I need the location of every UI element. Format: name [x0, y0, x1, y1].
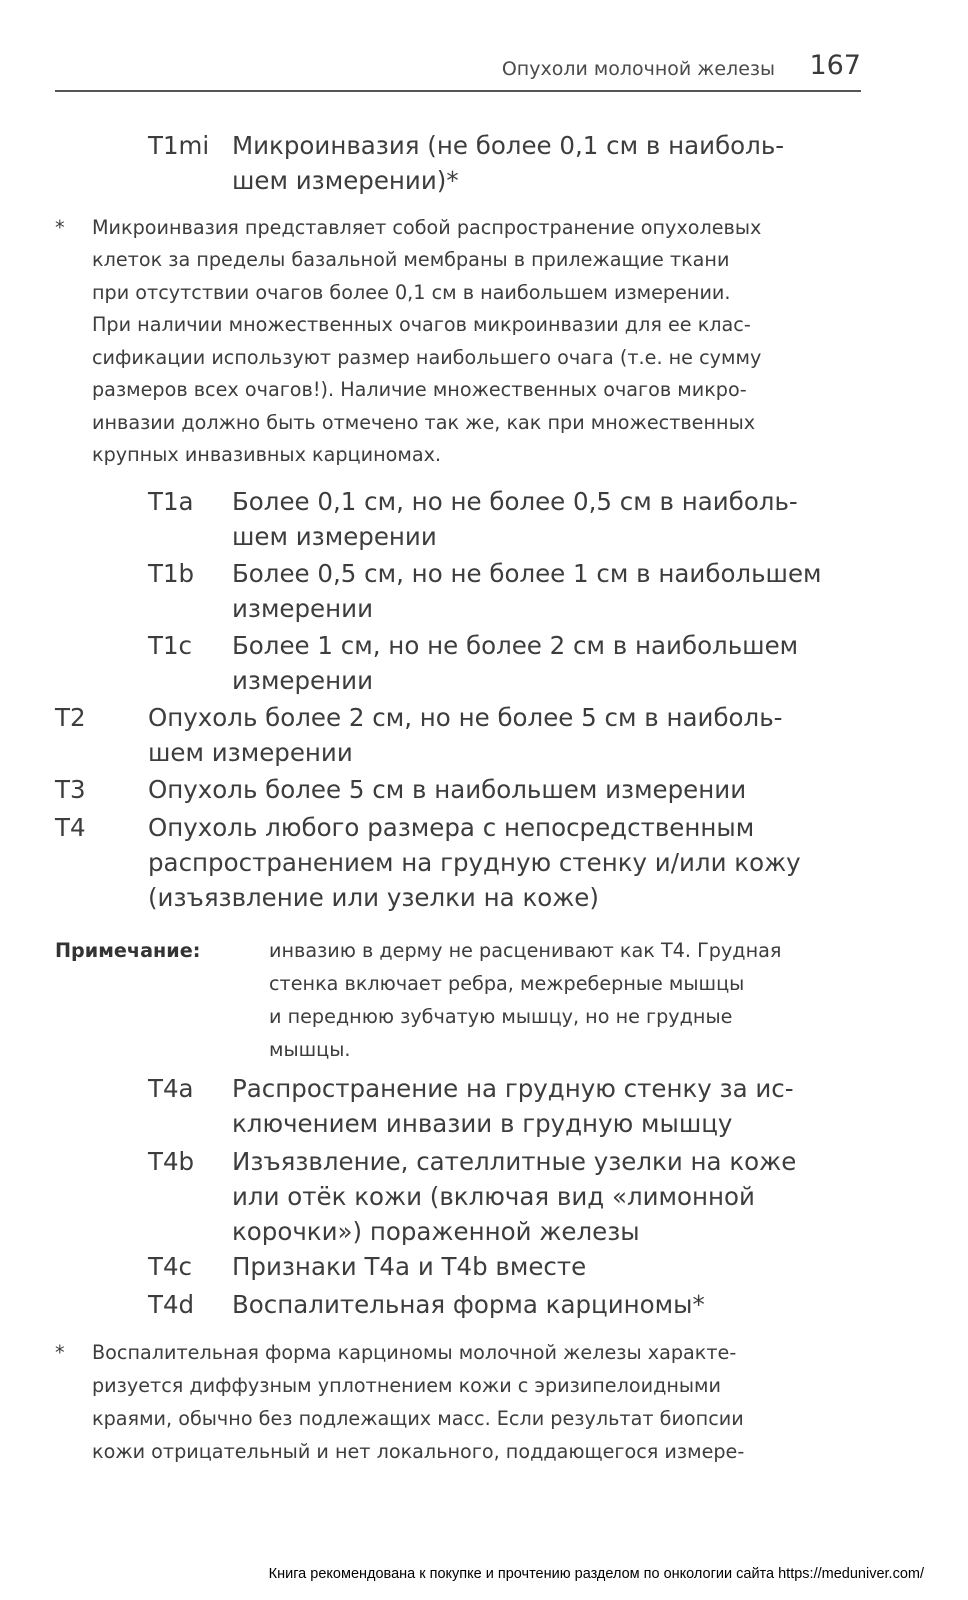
entry-code: T1b — [148, 559, 195, 588]
entry-text-line: Признаки T4a и T4b вместе — [232, 1252, 587, 1281]
entry-text-line: измерении — [232, 594, 373, 623]
footnote-line: Воспалительная форма карциномы молочной железы характе- — [92, 1341, 737, 1364]
entry-code: T4c — [148, 1252, 193, 1281]
entry-code: T1a — [148, 487, 194, 516]
entry-text-line: шем измерении)* — [232, 166, 459, 195]
footnote-line: крупных инвазивных карциномах. — [92, 443, 442, 466]
entry-text-line: ключением инвазии в грудную мышцу — [232, 1109, 733, 1138]
entry-text-line: распространением на грудную стенку и/или кожу — [148, 848, 801, 877]
entry-text-line: Распространение на грудную стенку за ис- — [232, 1074, 794, 1103]
entry-text-line: или отёк кожи (включая вид «лимонной — [232, 1182, 755, 1211]
footnote-line: сификации используют размер наибольшего очага (т.е. не сумму — [92, 346, 762, 369]
entry-text-line: Опухоль более 5 см в наибольшем измерении — [148, 775, 747, 804]
page-number: 167 — [809, 50, 861, 81]
note-line: инвазию в дерму не расценивают как T4. Грудная — [269, 939, 782, 962]
entry-text-line: Изъязвление, сателлитные узелки на коже — [232, 1147, 797, 1176]
entry-code: T1c — [148, 631, 193, 660]
entry-code: T4 — [55, 813, 86, 842]
running-title: Опухоли молочной железы — [501, 58, 775, 80]
note-line: мышцы. — [269, 1038, 351, 1061]
footnote-line: ризуется диффузным уплотнением кожи с эризипелоидными — [92, 1374, 721, 1397]
note-label: Примечание: — [55, 939, 201, 962]
running-head — [55, 46, 861, 92]
entry-code: T1mi — [148, 131, 210, 160]
footnote-line: При наличии множественных очагов микроинвазии для ее клас- — [92, 313, 751, 336]
footnote-asterisk: * — [55, 216, 65, 239]
footnote-line: инвазии должно быть отмечено так же, как при множественных — [92, 411, 756, 434]
footnote-asterisk: * — [55, 1341, 65, 1364]
entry-text-line: корочки») пораженной железы — [232, 1217, 640, 1246]
footnote-line: Микроинвазия представляет собой распространение опухолевых — [92, 216, 762, 239]
footnote-line: кожи отрицательный и нет локального, поддающегося измере- — [92, 1440, 745, 1463]
entry-text-line: шем измерении — [148, 738, 353, 767]
entry-text-line: Опухоль любого размера с непосредственным — [148, 813, 755, 842]
footnote-line: размеров всех очагов!). Наличие множественных очагов микро- — [92, 378, 747, 401]
entry-code: T4d — [148, 1290, 195, 1319]
footnote-line: при отсутствии очагов более 0,1 см в наибольшем измерении. — [92, 281, 731, 304]
entry-code: T4b — [148, 1147, 195, 1176]
entry-code: T2 — [55, 703, 86, 732]
entry-text-line: Более 1 см, но не более 2 см в наибольшем — [232, 631, 799, 660]
entry-text-line: шем измерении — [232, 522, 437, 551]
entry-text-line: Более 0,1 см, но не более 0,5 см в наиболь- — [232, 487, 798, 516]
entry-text-line: Опухоль более 2 см, но не более 5 см в наиболь- — [148, 703, 783, 732]
footnote-line: краями, обычно без подлежащих масс. Если результат биопсии — [92, 1407, 744, 1430]
site-credit: Книга рекомендована к покупке и прочтению разделом по онкологии сайта https://meduniver.com/ — [268, 1566, 924, 1582]
note-line: стенка включает ребра, межреберные мышцы — [269, 972, 745, 995]
footnote-line: клеток за пределы базальной мембраны в прилежащие ткани — [92, 248, 730, 271]
entry-text-line: Воспалительная форма карциномы* — [232, 1290, 705, 1319]
entry-code: T4a — [148, 1074, 194, 1103]
entry-text-line: Более 0,5 см, но не более 1 см в наибольшем — [232, 559, 822, 588]
note-line: и переднюю зубчатую мышцу, но не грудные — [269, 1005, 733, 1028]
entry-code: T3 — [55, 775, 86, 804]
entry-text-line: Микроинвазия (не более 0,1 см в наиболь- — [232, 131, 785, 160]
entry-text-line: измерении — [232, 666, 373, 695]
entry-text-line: (изъязвление или узелки на коже) — [148, 883, 599, 912]
